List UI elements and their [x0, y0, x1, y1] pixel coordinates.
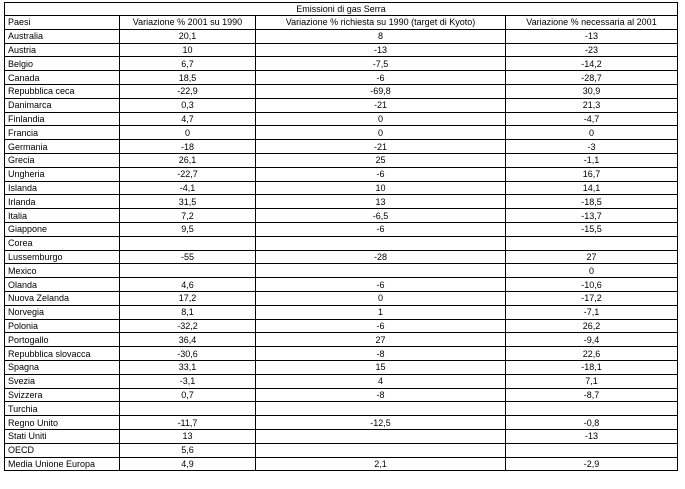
kyoto-target-cell: 27: [256, 333, 506, 347]
change-2001-cell: 8,1: [120, 305, 256, 319]
change-2001-cell: 36,4: [120, 333, 256, 347]
country-cell: Grecia: [5, 153, 120, 167]
needed-change-cell: [506, 443, 678, 457]
country-cell: Danimarca: [5, 98, 120, 112]
emissions-table: [4, 2, 678, 471]
kyoto-target-cell: -6: [256, 278, 506, 292]
needed-change-cell: -0,8: [506, 416, 678, 430]
table-row: [5, 126, 678, 140]
table-row: [5, 153, 678, 167]
emissions-table-container: [4, 2, 678, 471]
kyoto-target-cell: -69,8: [256, 84, 506, 98]
country-cell: Olanda: [5, 278, 120, 292]
country-cell: Germania: [5, 140, 120, 154]
change-2001-cell: -3,1: [120, 374, 256, 388]
needed-change-cell: -18,5: [506, 195, 678, 209]
needed-change-cell: -8,7: [506, 388, 678, 402]
needed-change-cell: 30,9: [506, 84, 678, 98]
needed-change-cell: -10,6: [506, 278, 678, 292]
country-cell: Finlandia: [5, 112, 120, 126]
country-cell: Spagna: [5, 360, 120, 374]
change-2001-cell: [120, 264, 256, 278]
needed-change-cell: -28,7: [506, 71, 678, 85]
country-cell: Austria: [5, 43, 120, 57]
kyoto-target-cell: 8: [256, 29, 506, 43]
change-2001-cell: 4,6: [120, 278, 256, 292]
table-row: [5, 250, 678, 264]
table-row: [5, 57, 678, 71]
kyoto-target-cell: 13: [256, 195, 506, 209]
change-2001-cell: 18,5: [120, 71, 256, 85]
country-cell: Ungheria: [5, 167, 120, 181]
kyoto-target-cell: 25: [256, 153, 506, 167]
change-2001-cell: -22,7: [120, 167, 256, 181]
table-row: [5, 347, 678, 361]
needed-change-cell: 21,3: [506, 98, 678, 112]
kyoto-target-cell: -6: [256, 319, 506, 333]
kyoto-target-cell: -13: [256, 43, 506, 57]
change-2001-cell: 4,9: [120, 457, 256, 471]
table-row: [5, 167, 678, 181]
country-cell: Italia: [5, 209, 120, 223]
change-2001-cell: -18: [120, 140, 256, 154]
needed-change-cell: -4,7: [506, 112, 678, 126]
table-row: [5, 71, 678, 85]
needed-change-cell: [506, 402, 678, 416]
country-cell: Repubblica ceca: [5, 84, 120, 98]
table-row: [5, 416, 678, 430]
needed-change-cell: 7,1: [506, 374, 678, 388]
kyoto-target-cell: -6: [256, 71, 506, 85]
country-cell: Nuova Zelanda: [5, 291, 120, 305]
kyoto-target-cell: 0: [256, 126, 506, 140]
kyoto-target-cell: -21: [256, 98, 506, 112]
country-cell: Stati Uniti: [5, 429, 120, 443]
country-cell: Lussemburgo: [5, 250, 120, 264]
change-2001-cell: 4,7: [120, 112, 256, 126]
change-2001-cell: 17,2: [120, 291, 256, 305]
country-cell: Media Unione Europa: [5, 457, 120, 471]
change-2001-cell: -22,9: [120, 84, 256, 98]
table-row: [5, 84, 678, 98]
country-cell: Francia: [5, 126, 120, 140]
change-2001-cell: 33,1: [120, 360, 256, 374]
table-row: [5, 43, 678, 57]
needed-change-cell: -7,1: [506, 305, 678, 319]
needed-change-cell: -3: [506, 140, 678, 154]
table-row: [5, 429, 678, 443]
needed-change-cell: 27: [506, 250, 678, 264]
kyoto-target-cell: -6,5: [256, 209, 506, 223]
country-cell: Islanda: [5, 181, 120, 195]
change-2001-cell: 7,2: [120, 209, 256, 223]
needed-change-cell: -1,1: [506, 153, 678, 167]
table-row: [5, 181, 678, 195]
country-cell: Polonia: [5, 319, 120, 333]
needed-change-cell: 0: [506, 264, 678, 278]
table-body: [5, 29, 678, 471]
needed-change-cell: -15,5: [506, 222, 678, 236]
table-row: [5, 305, 678, 319]
country-cell: Canada: [5, 71, 120, 85]
kyoto-target-cell: 15: [256, 360, 506, 374]
change-2001-cell: -11,7: [120, 416, 256, 430]
table-row: [5, 457, 678, 471]
column-header-needed-change: Variazione % necessaria al 2001: [506, 16, 678, 30]
kyoto-target-cell: [256, 443, 506, 457]
table-row: [5, 236, 678, 250]
table-row: [5, 402, 678, 416]
change-2001-cell: 31,5: [120, 195, 256, 209]
country-cell: Repubblica slovacca: [5, 347, 120, 361]
kyoto-target-cell: 1: [256, 305, 506, 319]
table-row: [5, 291, 678, 305]
change-2001-cell: 26,1: [120, 153, 256, 167]
change-2001-cell: 0,7: [120, 388, 256, 402]
change-2001-cell: -30,6: [120, 347, 256, 361]
kyoto-target-cell: [256, 429, 506, 443]
country-cell: Giappone: [5, 222, 120, 236]
column-header-country: Paesi: [5, 16, 120, 30]
table-row: [5, 443, 678, 457]
country-cell: Belgio: [5, 57, 120, 71]
kyoto-target-cell: -6: [256, 222, 506, 236]
change-2001-cell: 0,3: [120, 98, 256, 112]
country-cell: Portogallo: [5, 333, 120, 347]
table-row: [5, 374, 678, 388]
change-2001-cell: -55: [120, 250, 256, 264]
kyoto-target-cell: [256, 264, 506, 278]
kyoto-target-cell: 10: [256, 181, 506, 195]
country-cell: Regno Unito: [5, 416, 120, 430]
title-row: [5, 3, 678, 16]
country-cell: Corea: [5, 236, 120, 250]
kyoto-target-cell: 4: [256, 374, 506, 388]
country-cell: Svezia: [5, 374, 120, 388]
table-row: [5, 278, 678, 292]
table-row: [5, 360, 678, 374]
table-row: [5, 112, 678, 126]
needed-change-cell: -17,2: [506, 291, 678, 305]
table-row: [5, 319, 678, 333]
change-2001-cell: 20,1: [120, 29, 256, 43]
column-header-change-2001: Variazione % 2001 su 1990: [120, 16, 256, 30]
country-cell: Svizzera: [5, 388, 120, 402]
country-cell: Norvegia: [5, 305, 120, 319]
country-cell: OECD: [5, 443, 120, 457]
table-row: [5, 388, 678, 402]
country-cell: Irlanda: [5, 195, 120, 209]
table-row: [5, 98, 678, 112]
needed-change-cell: -2,9: [506, 457, 678, 471]
needed-change-cell: -23: [506, 43, 678, 57]
change-2001-cell: 0: [120, 126, 256, 140]
needed-change-cell: -13: [506, 29, 678, 43]
needed-change-cell: -13,7: [506, 209, 678, 223]
column-header-kyoto-target: Variazione % richiesta su 1990 (target di Kyoto): [256, 16, 506, 30]
kyoto-target-cell: [256, 236, 506, 250]
kyoto-target-cell: 2,1: [256, 457, 506, 471]
change-2001-cell: [120, 236, 256, 250]
table-title: Emissioni di gas Serra: [5, 3, 678, 16]
needed-change-cell: 22,6: [506, 347, 678, 361]
change-2001-cell: -32,2: [120, 319, 256, 333]
country-cell: Turchia: [5, 402, 120, 416]
country-cell: Mexico: [5, 264, 120, 278]
country-cell: Australia: [5, 29, 120, 43]
kyoto-target-cell: 0: [256, 112, 506, 126]
table-row: [5, 264, 678, 278]
kyoto-target-cell: -12,5: [256, 416, 506, 430]
needed-change-cell: 16,7: [506, 167, 678, 181]
needed-change-cell: -14,2: [506, 57, 678, 71]
needed-change-cell: -13: [506, 429, 678, 443]
change-2001-cell: 9,5: [120, 222, 256, 236]
change-2001-cell: 10: [120, 43, 256, 57]
needed-change-cell: 14,1: [506, 181, 678, 195]
kyoto-target-cell: 0: [256, 291, 506, 305]
kyoto-target-cell: -8: [256, 388, 506, 402]
table-row: [5, 209, 678, 223]
table-row: [5, 195, 678, 209]
kyoto-target-cell: -28: [256, 250, 506, 264]
kyoto-target-cell: -21: [256, 140, 506, 154]
needed-change-cell: -18,1: [506, 360, 678, 374]
table-row: [5, 29, 678, 43]
header-row: [5, 16, 678, 30]
needed-change-cell: 26,2: [506, 319, 678, 333]
needed-change-cell: -9,4: [506, 333, 678, 347]
kyoto-target-cell: [256, 402, 506, 416]
change-2001-cell: 13: [120, 429, 256, 443]
kyoto-target-cell: -7,5: [256, 57, 506, 71]
needed-change-cell: [506, 236, 678, 250]
table-row: [5, 222, 678, 236]
table-row: [5, 140, 678, 154]
change-2001-cell: [120, 402, 256, 416]
change-2001-cell: -4,1: [120, 181, 256, 195]
needed-change-cell: 0: [506, 126, 678, 140]
change-2001-cell: 5,6: [120, 443, 256, 457]
change-2001-cell: 6,7: [120, 57, 256, 71]
kyoto-target-cell: -6: [256, 167, 506, 181]
kyoto-target-cell: -8: [256, 347, 506, 361]
table-row: [5, 333, 678, 347]
